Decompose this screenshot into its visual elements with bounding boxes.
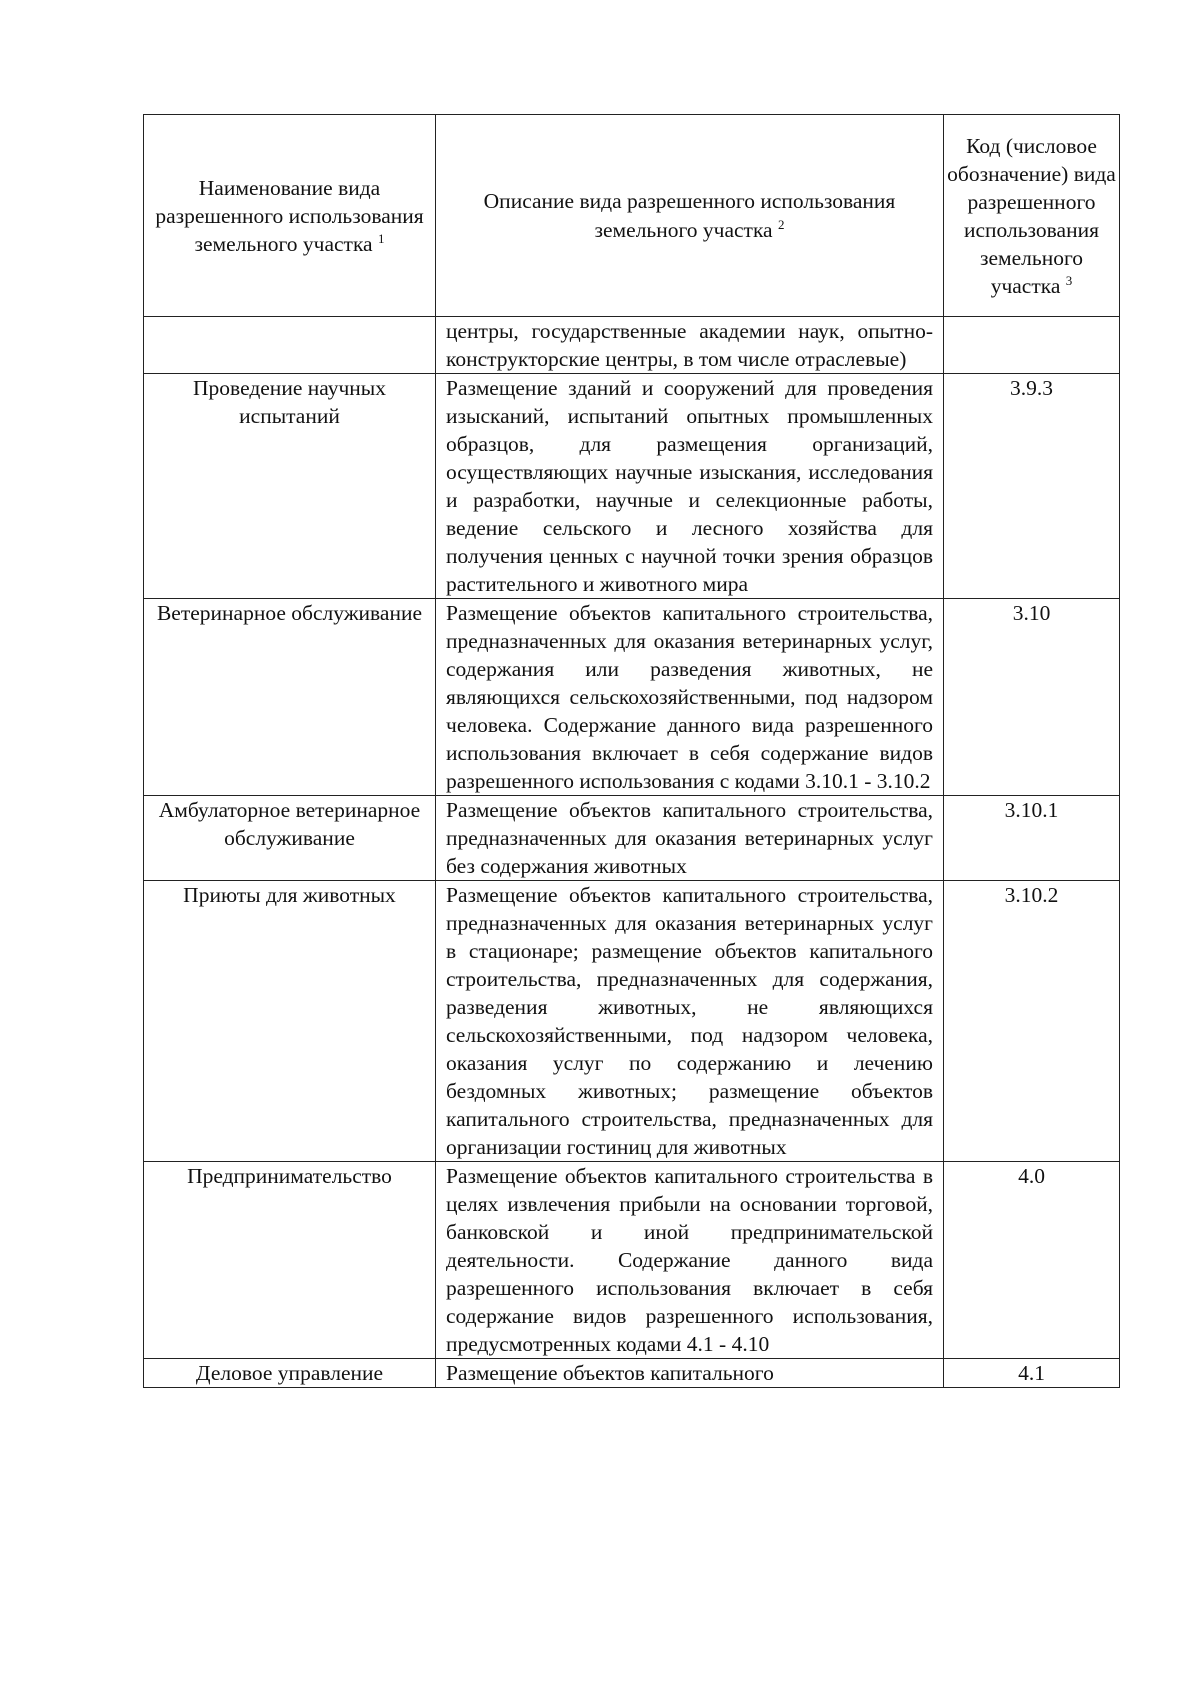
use-name [144, 317, 436, 374]
header-name-column [144, 115, 436, 317]
use-description: Размещение объектов капитального строительства, предназначенных для оказания ветеринарных услуг, содержания или разведения животных, не являющихся сельскохозяйственными, под надзором человека. Содержание данного вида разрешенного использования включает в себя содержание видов разрешенного использования с кодами 3.10.1 - 3.10.2 [436, 599, 944, 796]
header-description-column [436, 115, 944, 317]
table-row [144, 796, 1120, 881]
table-row [144, 1359, 1120, 1388]
use-code [944, 317, 1120, 374]
use-name: Ветеринарное обслуживание [144, 599, 436, 796]
use-code: 3.10.1 [944, 796, 1120, 881]
use-name: Предпринимательство [144, 1162, 436, 1359]
use-code: 4.0 [944, 1162, 1120, 1359]
table-row [144, 374, 1120, 599]
use-code: 3.10 [944, 599, 1120, 796]
footnote-marker: 2 [777, 216, 785, 232]
header-name-text: Наименование вида разрешенного использования земельного участка [155, 175, 424, 256]
use-code: 4.1 [944, 1359, 1120, 1388]
footnote-marker: 1 [377, 230, 385, 246]
use-name: Приюты для животных [144, 881, 436, 1162]
table-row [144, 1162, 1120, 1359]
use-description: Размещение объектов капитального [436, 1359, 944, 1388]
use-description: Размещение объектов капитального строительства, предназначенных для оказания ветеринарных услуг в стационаре; размещение объектов капитального строительства, предназначенных для содержания, разведения животных, не являющихся сельскохозяйственными, под надзором человека, оказания услуг по содержанию и лечению бездомных животных; размещение объектов капитального строительства, предназначенных для организации гостиниц для животных [436, 881, 944, 1162]
use-code: 3.9.3 [944, 374, 1120, 599]
header-description-text: Описание вида разрешенного использования земельного участка [483, 188, 896, 242]
table-header-row [144, 115, 1120, 317]
footnote-marker: 3 [1065, 272, 1073, 288]
land-use-table [143, 114, 1120, 1388]
use-description: Размещение объектов капитального строительства, предназначенных для оказания ветеринарных услуг без содержания животных [436, 796, 944, 881]
table-row [144, 317, 1120, 374]
use-name: Деловое управление [144, 1359, 436, 1388]
header-code-text: Код (числовое обозначение) вида разрешенного использования земельного участка [947, 133, 1116, 298]
use-name: Амбулаторное ветеринарное обслуживание [144, 796, 436, 881]
use-name: Проведение научных испытаний [144, 374, 436, 599]
use-description: Размещение объектов капитального строительства в целях извлечения прибыли на основании торговой, банковской и иной предпринимательской деятельности. Содержание данного вида разрешенного использования включает в себя содержание видов разрешенного использования, предусмотренных кодами 4.1 - 4.10 [436, 1162, 944, 1359]
use-code: 3.10.2 [944, 881, 1120, 1162]
use-description: Размещение зданий и сооружений для проведения изысканий, испытаний опытных промышленных образцов, для размещения организаций, осуществляющих научные изыскания, исследования и разработки, научные и селекционные работы, ведение сельского и лесного хозяйства для получения ценных с научной точки зрения образцов растительного и животного мира [436, 374, 944, 599]
table-row [144, 881, 1120, 1162]
use-description: центры, государственные академии наук, опытно-конструкторские центры, в том числе отраслевые) [436, 317, 944, 374]
table-row [144, 599, 1120, 796]
header-code-column [944, 115, 1120, 317]
